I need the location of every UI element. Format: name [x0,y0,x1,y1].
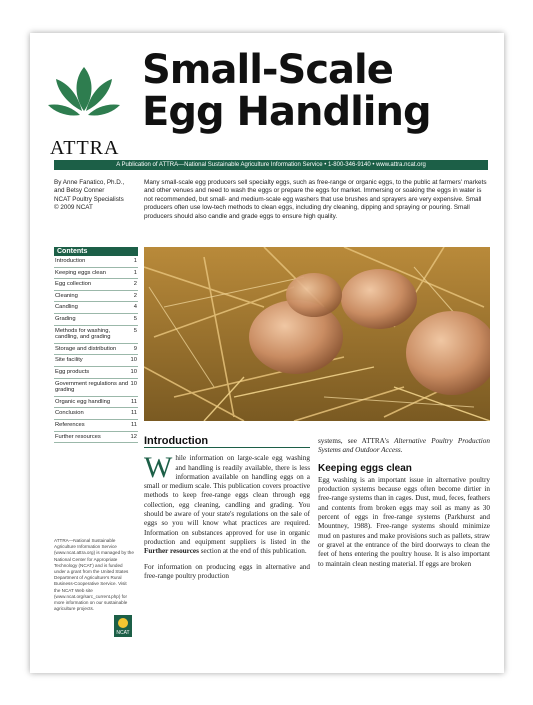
contents-item-page: 5 [133,327,137,334]
intro-paragraph-1: While information on large-scale egg washing and handling is readily available, there is less information available on handling eggs on a small or medium scale. This publication covers proactive methods to keep free-range eggs clean through egg collection, egg cleaning, candling and grading. You should be aware of your state's regulations on the sale of eggs so you will know what practices are required. Information on substances approved for use in organic production and equipment suppliers is listed in the Further resources section at the end of this publication. [144,451,310,556]
contents-item [54,314,138,326]
contents-item-label: Storage and distribution [55,345,117,352]
contents-item [54,291,138,303]
contents-item [54,408,138,420]
title-line-1: Small-Scale [142,47,393,93]
contents-item-label: Further resources [55,433,101,440]
contents-item [54,367,138,379]
contents-item [54,256,138,268]
contents-item-label: Government regulations and grading [55,380,129,394]
contents-item-label: Cleaning [55,292,78,299]
contents-item-page: 10 [130,368,137,375]
publication-bar: A Publication of ATTRA—National Sustainable Agriculture Information Service • 1-800-346-9140 • www.attra.ncat.org [54,160,488,170]
contents-item [54,432,138,444]
author-block [54,179,138,213]
contents-item [54,302,138,314]
keeping-eggs-clean-heading: Keeping eggs clean [318,462,412,474]
intro-paragraph-2: For information on producing eggs in alternative and free-range poultry production [144,562,310,580]
contents-item-page: 11 [130,421,137,428]
contents-item-page: 4 [133,304,137,311]
author-line: By Anne Fanatico, Ph.D., [54,179,125,186]
contents-item-label: Introduction [55,258,86,264]
contents-item-label: Candling [55,304,78,311]
contents-box [54,247,138,443]
eggs-in-straw-photo [144,247,490,421]
ncat-logo-text: NCAT [116,630,130,636]
contents-item [54,420,138,432]
drop-cap: W [144,451,173,485]
contents-item-page: 5 [133,315,137,322]
contents-item-label: Organic egg handling [55,398,111,405]
contents-item-page: 2 [133,292,137,299]
contents-heading: Contents [54,247,138,256]
contents-item-page: 11 [130,398,137,405]
contents-item-page: 11 [130,410,137,417]
continued-paragraph: systems, see ATTRA's Alternative Poultry Production Systems and Outdoor Access. [318,437,490,455]
contents-item-label: Egg collection [55,281,92,288]
contents-item [54,355,138,367]
copyright: © 2009 NCAT [54,204,93,212]
contents-item-label: Grading [55,315,76,322]
contents-item [54,379,138,397]
contents-item-label: Conclusion [55,410,84,417]
title-line-2: Egg Handling [142,89,431,135]
contents-list [54,256,138,443]
contents-item [54,326,138,344]
introduction-heading: Introduction [144,437,310,448]
contents-item-page: 2 [133,281,137,288]
contents-item [54,279,138,291]
document-page [30,33,504,673]
contents-item-page: 10 [130,357,137,364]
contents-item [54,344,138,356]
contents-item-page: 12 [130,433,137,440]
author-line: NCAT Poultry Specialists [54,195,124,203]
contents-item-label: References [55,421,85,428]
attra-logo-text: ATTRA [50,137,120,159]
page-title [142,49,431,133]
contents-item-page: 10 [130,380,137,387]
keeping-eggs-clean-paragraph: Egg washing is an important issue in alternative poultry production systems because eggs often become dirtier in free-range systems than in cages. Dust, mud, feces, feathers and contents from broken eggs may soil as many as 30 percent of eggs in free-range systems (Parkhurst and Mountney, 1988). Free-range systems should minimize mud on pastures and make provisions such as pallets, straw or gravel at the entrance of the bird doorways to clean the feet of hens entering the poultry house. It is also important to maintain clean nesting material. If eggs are broken [318,475,490,568]
contents-item-page: 1 [133,269,137,276]
contents-item-label: Egg products [55,368,90,375]
ncat-logo-icon [114,615,132,637]
introduction-column [144,437,310,587]
attra-footnote: ATTRA—National Sustainable Agriculture Information Service (www.ncat.attra.org) is managed by the National Center for Appropriate Technology (NCAT) and is funded under a grant from the United States Department of Agriculture's Rural Business-Cooperative Service. Visit the NCAT Web site (www.ncat.org/sarc_current.php) for more information on our sustainable agriculture projects. [54,538,134,612]
contents-item-page: 9 [133,345,137,352]
lead-paragraph: Many small-scale egg producers sell specialty eggs, such as free-range or organic eggs, to the public at farmers' markets and other venues and need to wash the eggs or prepare the eggs for market. Immersing or soaking the eggs in water is not recommended, but small- and medium-scale egg washers that use brushes and sprayers are very expensive. Small producers often use low-tech methods to clean eggs, including dry cleaning, dipping and spraying or pouring. Small producers should also candle and grade eggs to ensure high quality. [144,179,487,220]
contents-item-page: 1 [133,258,137,264]
author-line: and Betsy Conner [54,187,105,195]
publication-reference: Alternative Poultry Production Systems and Outdoor Access. [318,437,490,455]
contents-item [54,397,138,409]
keeping-eggs-clean-column [318,437,490,575]
contents-item-label: Site facility [55,357,83,364]
contents-item-label: Keeping eggs clean [55,269,106,276]
contents-item-label: Methods for washing, candling, and grading [55,327,111,341]
attra-leaf-logo [44,59,124,129]
contents-item [54,268,138,280]
